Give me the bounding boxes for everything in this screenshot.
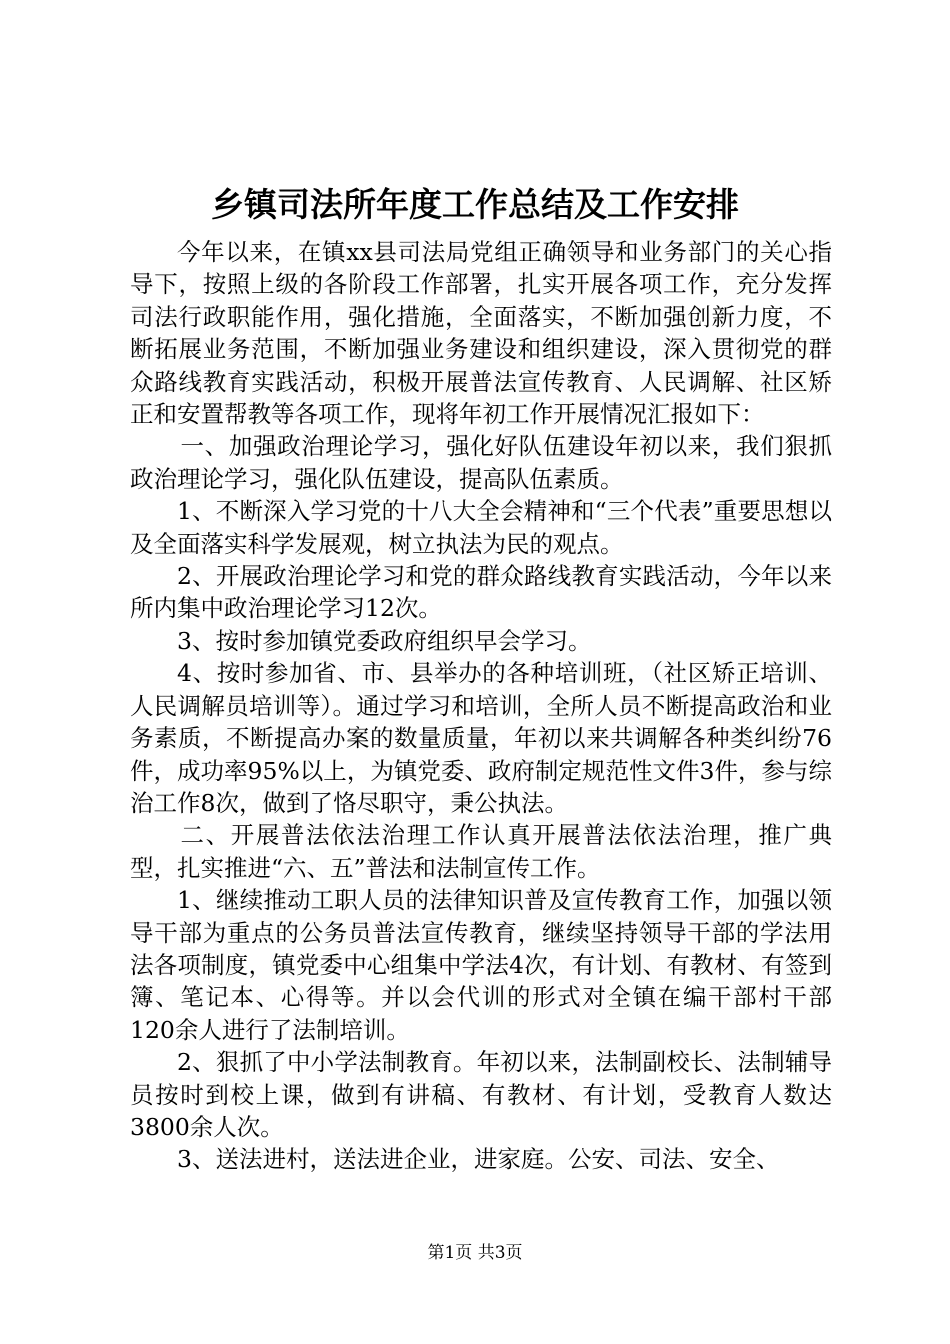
list-item-1-4: 4、按时参加省、市、县举办的各种培训班，（社区矫正培训、人民调解员培训等）。通过学习和培训，全所人员不断提高政治和业务素质，不断提高办案的数量质量，年初以来共调解各种类纠纷76件，成功率95%以上，为镇党委、政府制定规范性文件3件，参与综治工作8次，做到了恪尽职守，秉公执法。: [130, 659, 832, 817]
list-item-1-2: 2、开展政治理论学习和党的群众路线教育实践活动，今年以来所内集中政治理论学习12次。: [130, 562, 832, 623]
list-item-1-3: 3、按时参加镇党委政府组织早会学习。: [177, 626, 592, 655]
list-item-2-2: 2、狠抓了中小学法制教育。年初以来，法制副校长、法制辅导员按时到校上课，做到有讲稿、有教材、有计划，受教育人数达3800余人次。: [130, 1048, 832, 1141]
list-item-2-3: 3、送法进村，送法进企业，进家庭。公安、司法、安全、: [177, 1145, 780, 1174]
list-item-2-1: 1、继续推动工职人员的法律知识普及宣传教育工作，加强以领导干部为重点的公务员普法宣传教育，继续坚持领导干部的学法用法各项制度，镇党委中心组集中学法4次，有计划、有教材、有签到簿、笔记本、心得等。并以会代训的形式对全镇在编干部村干部120余人进行了法制培训。: [130, 886, 832, 1044]
document-title: 乡镇司法所年度工作总结及工作安排: [211, 185, 739, 224]
list-item-1-1: 1、不断深入学习党的十八大全会精神和“三个代表”重要思想以及全面落实科学发展观，树立执法为民的观点。: [130, 497, 832, 558]
intro-paragraph: 今年以来，在镇xx县司法局党组正确领导和业务部门的关心指导下，按照上级的各阶段工作部署，扎实开展各项工作，充分发挥司法行政职能作用，强化措施，全面落实，不断加强创新力度，不断拓展业务范围，不断加强业务建设和组织建设，深入贯彻党的群众路线教育实践活动，积极开展普法宣传教育、人民调解、社区矫正和安置帮教等各项工作，现将年初工作开展情况汇报如下：: [130, 238, 832, 429]
page-footer: 第1页 共3页: [427, 1243, 523, 1263]
document-body: [130, 236, 832, 1176]
section-heading-1: 一、加强政治理论学习，强化好队伍建设年初以来，我们狠抓政治理论学习，强化队伍建设，提高队伍素质。: [130, 432, 832, 493]
section-heading-2: 二、开展普法依法治理工作认真开展普法依法治理，推广典型，扎实推进“六、五”普法和法制宣传工作。: [130, 821, 832, 882]
